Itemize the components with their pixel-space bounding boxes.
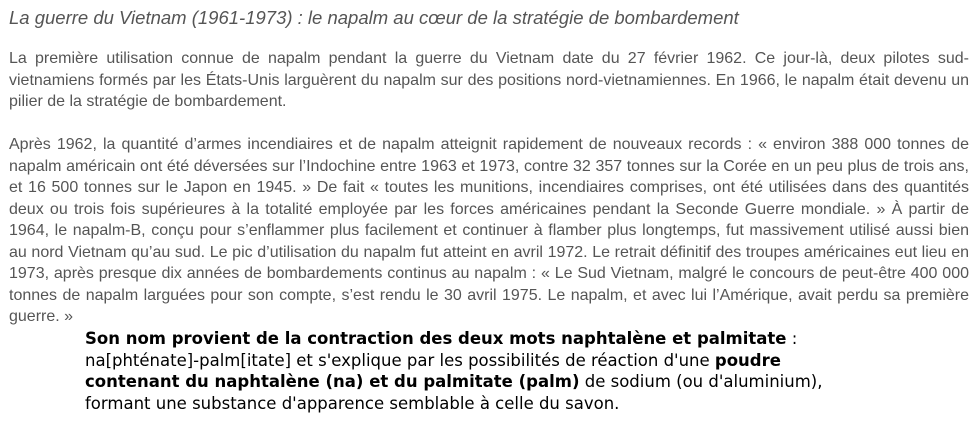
etymology-note — [85, 328, 865, 414]
note-bold-powder: poudre contenant du naphtalène (na) et du palmitate (palm) — [85, 350, 781, 391]
note-text-explanation: : na[phténate]-palm[itate] et s'explique par les possibilités de réaction d'une — [85, 329, 798, 370]
paragraph-first-use: La première utilisation connue de napalm pendant la guerre du Vietnam date du 27 février 1962. Ce jour-là, deux pilotes sud-vietnamiens formés par les États-Unis larguèrent du napalm sur des positions nord-vietnamiennes. En 1966, le napalm était devenu un pilier de la stratégie de bombardement. — [9, 50, 969, 110]
note-bold-origin: Son nom provient de la contraction des deux mots naphtalène et palmitate — [85, 329, 787, 348]
article-title: La guerre du Vietnam (1961-1973) : le napalm au cœur de la stratégie de bombardement — [9, 7, 739, 28]
note-text-soap: de sodium (ou d'aluminium), formant une substance d'apparence semblable à celle du savon. — [85, 372, 823, 413]
paragraph-quantities: Après 1962, la quantité d’armes incendiaires et de napalm atteignit rapidement de nouveaux records : « environ 388 000 tonnes de napalm américain ont été déversées sur l’Indochine entre 1963 et 1973, contre 32 357 tonnes sur la Corée en un peu plus de trois ans, et 16 500 tonnes sur le Japon en 1945. » De fait « toutes les munitions, incendiaires comprises, ont été utilisées dans des quantités deux ou trois fois supérieures à la totalité employée par les forces américaines pendant la Seconde Guerre mondiale. » À partir de 1964, le napalm-B, conçu pour s’enflammer plus facilement et continuer à flamber plus longtemps, fut massivement utilisé aussi bien au nord Vietnam qu’au sud. Le pic d’utilisation du napalm fut atteint en avril 1972. Le retrait définitif des troupes américaines eut lieu en 1973, après presque dix années de bombardements continus au napalm : « Le Sud Vietnam, malgré le concours de peut-être 400 000 tonnes de napalm larguées pour son compte, s’est rendu le 30 avril 1975. Le napalm, et avec lui l’Amérique, avait perdu sa première guerre. » — [9, 136, 969, 325]
